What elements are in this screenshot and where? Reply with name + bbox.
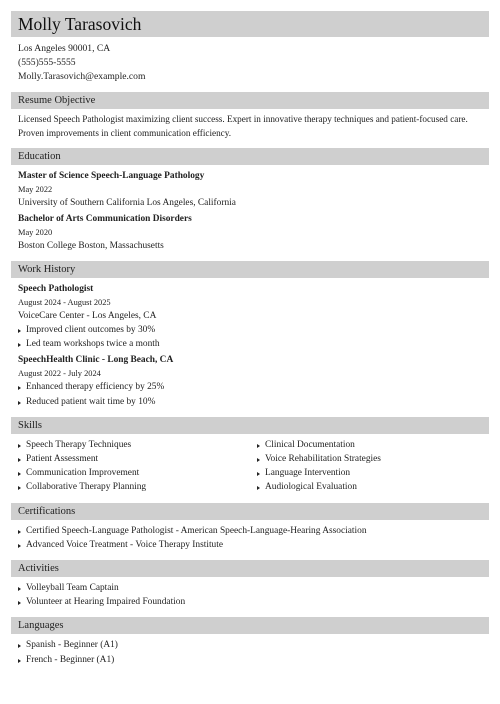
- job-title: SpeechHealth Clinic - Long Beach, CA: [18, 355, 174, 366]
- contact-email: Molly.Tarasovich@example.com: [18, 71, 146, 82]
- languages-heading: [11, 617, 489, 634]
- resume-page: [11, 11, 489, 667]
- list-item: Clinical Documentation: [257, 438, 489, 452]
- certifications-list: [11, 524, 489, 552]
- list-item: Voice Rehabilitation Strategies: [257, 452, 489, 466]
- job-company: VoiceCare Center - Los Angeles, CA: [18, 311, 157, 321]
- skills-right-column: [250, 438, 489, 495]
- list-item: Spanish - Beginner (A1): [18, 638, 489, 652]
- list-item: Volunteer at Hearing Impaired Foundation: [18, 595, 489, 609]
- candidate-name: Molly Tarasovich: [18, 13, 142, 34]
- school-name: Boston College Boston, Massachusetts: [18, 241, 164, 251]
- name-header: [11, 11, 489, 37]
- skills-left-column: [11, 438, 250, 495]
- job-bullets: [11, 380, 489, 408]
- education-entry: [11, 213, 489, 253]
- section-title: Skills: [18, 419, 42, 431]
- job-title: Speech Pathologist: [18, 284, 94, 294]
- activities-heading: [11, 560, 489, 577]
- education-heading: [11, 148, 489, 165]
- certifications-heading: [11, 503, 489, 520]
- job-dates: August 2022 - July 2024: [18, 369, 101, 379]
- list-item: Led team workshops twice a month: [18, 337, 489, 351]
- work-heading: [11, 261, 489, 278]
- section-title: Work History: [18, 264, 76, 275]
- job-entry: [11, 283, 489, 351]
- list-item: Collaborative Therapy Planning: [18, 480, 250, 494]
- contact-block: [11, 37, 489, 84]
- section-title: Education: [18, 151, 61, 162]
- objective-heading: [11, 92, 489, 109]
- section-title: Languages: [18, 620, 64, 632]
- list-item: Certified Speech-Language Pathologist - American Speech-Language-Hearing Association: [18, 524, 489, 538]
- activities-list: [11, 581, 489, 609]
- list-item: Improved client outcomes by 30%: [18, 323, 489, 337]
- degree-title: Bachelor of Arts Communication Disorders: [18, 214, 192, 224]
- list-item: Enhanced therapy efficiency by 25%: [18, 380, 489, 394]
- degree-date: May 2020: [18, 228, 53, 237]
- languages-list: [11, 638, 489, 666]
- section-title: Resume Objective: [18, 95, 96, 106]
- education-entry: [11, 170, 489, 210]
- section-title: Activities: [18, 563, 59, 575]
- list-item: Language Intervention: [257, 466, 489, 480]
- list-item: Speech Therapy Techniques: [18, 438, 250, 452]
- list-item: Audiological Evaluation: [257, 480, 489, 494]
- skills-heading: [11, 417, 489, 434]
- job-entry: [11, 354, 489, 408]
- list-item: French - Beginner (A1): [18, 653, 489, 667]
- list-item: Communication Improvement: [18, 466, 250, 480]
- list-item: Volleyball Team Captain: [18, 581, 489, 595]
- contact-phone: (555)555-5555: [18, 57, 76, 68]
- objective-text: Licensed Speech Pathologist maximizing client success. Expert in innovative therapy techniques and patient-focused care. Proven improvements in client communication efficiency.: [18, 114, 468, 138]
- skills-grid: [11, 438, 489, 495]
- school-name: University of Southern California Los Angeles, California: [18, 198, 236, 208]
- degree-date: May 2022: [18, 185, 53, 194]
- contact-address: Los Angeles 90001, CA: [18, 43, 111, 54]
- list-item: Advanced Voice Treatment - Voice Therapy Institute: [18, 538, 489, 552]
- list-item: Reduced patient wait time by 10%: [18, 395, 489, 409]
- list-item: Patient Assessment: [18, 452, 250, 466]
- section-title: Certifications: [18, 505, 76, 517]
- job-bullets: [11, 323, 489, 351]
- job-dates: August 2024 - August 2025: [18, 298, 111, 307]
- degree-title: Master of Science Speech-Language Pathology: [18, 171, 205, 181]
